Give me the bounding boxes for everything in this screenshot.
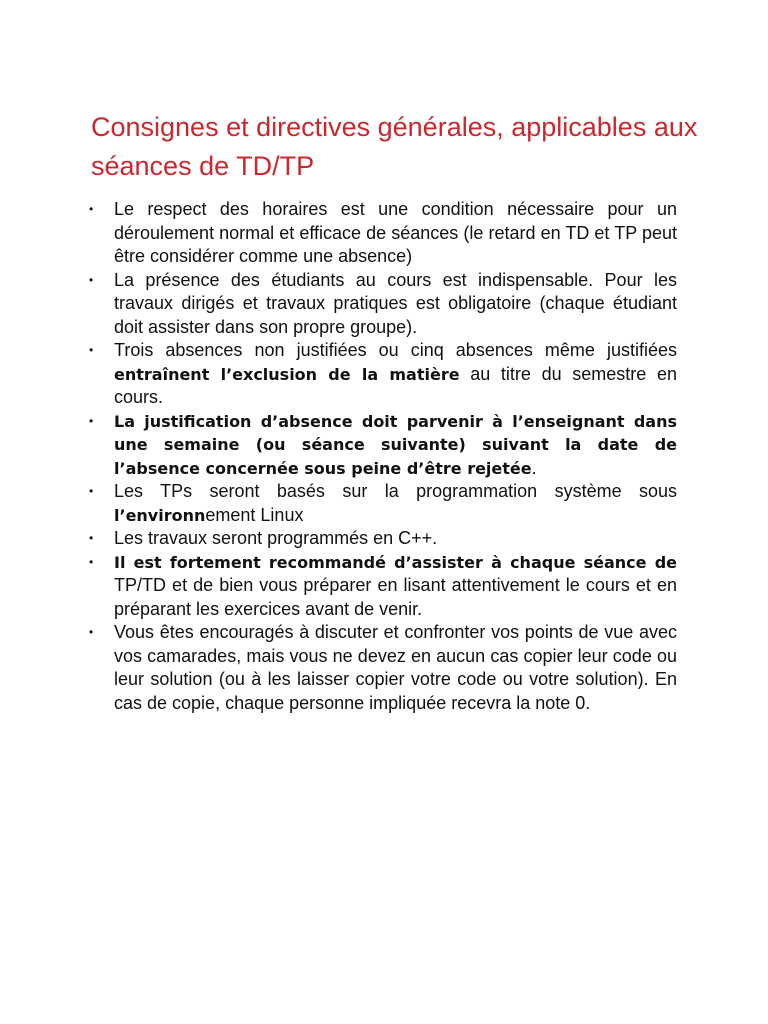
list-item-text: TP/TD et de bien vous préparer en lisant attentivement le cours et en préparant les exercices avant de venir. bbox=[114, 575, 677, 619]
bold-text: Il est fortement recommandé d’assister à chaque séance de bbox=[114, 552, 677, 572]
list-item bbox=[0, 527, 677, 551]
bullet-icon: • bbox=[89, 343, 94, 357]
list-item bbox=[0, 551, 677, 622]
list-item bbox=[0, 480, 677, 527]
list-item-text: . bbox=[531, 457, 537, 478]
bullet-icon: • bbox=[89, 554, 94, 569]
bold-text: La justification d’absence doit parvenir à l’enseignant dans une semaine (ou séance suivante) suivant la date de l’absence concernée sous peine d’être rejetée bbox=[114, 411, 677, 478]
list-item-text: ement Linux bbox=[205, 504, 304, 525]
list-item-text: Le respect des horaires est une condition nécessaire pour un déroulement normal et efficace de séances (le retard en TD et TP peut être considérer comme une absence) bbox=[114, 199, 677, 266]
list-item bbox=[0, 198, 677, 269]
list-item bbox=[0, 621, 677, 715]
list-item-text: Les TPs seront basés sur la programmation système sous bbox=[114, 481, 677, 501]
rules-list bbox=[0, 198, 768, 715]
list-item bbox=[0, 339, 677, 410]
list-item bbox=[0, 269, 677, 340]
bullet-icon: • bbox=[89, 484, 94, 498]
list-item-text: Vous êtes encouragés à discuter et confronter vos points de vue avec vos camarades, mais vous ne devez en aucun cas copier leur code ou leur solution (ou à les laisser copier votre code ou votre solution). En cas de copie, chaque personne impliquée recevra la note 0. bbox=[114, 622, 677, 713]
bold-text: entraînent l’exclusion de la matière bbox=[114, 364, 460, 384]
list-item-text: Les travaux seront programmés en C++. bbox=[114, 528, 438, 548]
list-item-text: au titre du semestre en cours. bbox=[114, 363, 677, 407]
bullet-icon: • bbox=[89, 531, 94, 545]
bullet-icon: • bbox=[89, 413, 94, 428]
bullet-icon: • bbox=[89, 272, 94, 287]
list-item bbox=[0, 410, 677, 481]
bullet-icon: • bbox=[89, 202, 94, 216]
bullet-icon: • bbox=[89, 625, 94, 639]
document-title: Consignes et directives générales, applicables aux séances de TD/TP bbox=[91, 112, 698, 181]
list-item-text: La présence des étudiants au cours est indispensable. Pour les travaux dirigés et travaux pratiques est obligatoire (chaque étudiant doit assister dans son propre groupe). bbox=[114, 269, 677, 337]
bold-text: l’environn bbox=[114, 505, 206, 525]
list-item-text: Trois absences non justifiées ou cinq absences même justifiées bbox=[114, 340, 677, 360]
